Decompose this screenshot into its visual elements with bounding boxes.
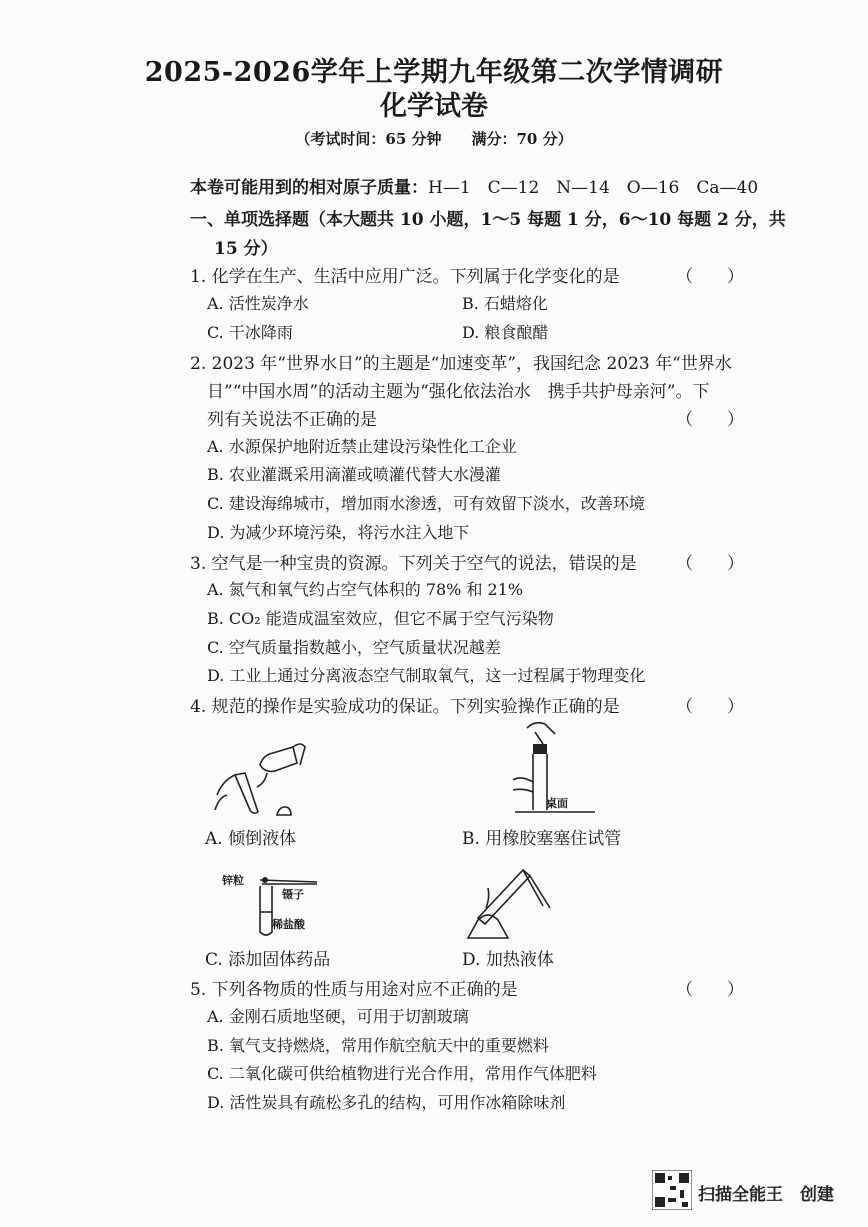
figure-label-tweezers: 镊子 [282,888,304,901]
question-1-answer-paren[interactable]: （ ） [676,267,744,287]
exam-subject-title: 化学试卷 [380,91,488,122]
question-2-answer-paren[interactable]: （ ） [676,410,744,430]
atomic-mass-line [190,173,758,198]
q2-option-a[interactable]: A. 水源保护地附近禁止建设污染性化工企业 [207,437,517,456]
exam-title: 2025-2026学年上学期九年级第二次学情调研 [144,57,724,88]
figure-label-zinc: 锌粒 [222,874,244,887]
q4-option-a[interactable]: A. 倾倒液体 [205,829,297,849]
figure-heating-liquid [458,858,558,943]
question-2-stem: 2. 2023 年“世界水日”的主题是“加速变革”，我国纪念 2023 年“世界水 [190,354,732,374]
exam-info: （考试时间：65 分钟 满分：70 分） [295,130,573,148]
question-2-stem-line2: 日”“中国水周”的活动主题为“强化依法治水 携手共护母亲河”。下 [207,382,710,402]
figure-label-acid: 稀盐酸 [272,918,305,931]
question-5-stem: 5. 下列各物质的性质与用途对应不正确的是 [190,980,518,1000]
figure-label-desk: 桌面 [546,797,568,810]
q1-option-b[interactable]: B. 石蜡熔化 [462,294,548,313]
atomic-mass-label: 本卷可能用到的相对原子质量： [190,178,428,198]
q3-option-a[interactable]: A. 氮气和氧气约占空气体积的 78% 和 21% [207,580,524,599]
question-4-stem: 4. 规范的操作是实验成功的保证。下列实验操作正确的是 [190,697,620,717]
question-3-answer-paren[interactable]: （ ） [676,554,744,574]
q5-option-c[interactable]: C. 二氧化碳可供给植物进行光合作用，常用作气体肥料 [207,1064,597,1083]
q4-option-d[interactable]: D. 加热液体 [462,950,554,970]
figure-pouring-liquid [205,735,315,820]
q4-option-b[interactable]: B. 用橡胶塞塞住试管 [462,829,622,849]
scanner-watermark: 扫描全能王 创建 [698,1185,834,1205]
q1-option-a[interactable]: A. 活性炭净水 [207,294,309,313]
q3-option-d[interactable]: D. 工业上通过分离液态空气制取氧气，这一过程属于物理变化 [207,666,646,685]
q5-option-b[interactable]: B. 氧气支持燃烧，常用作航空航天中的重要燃料 [207,1036,549,1055]
q5-option-a[interactable]: A. 金刚石质地坚硬，可用于切割玻璃 [207,1007,469,1026]
q2-option-c[interactable]: C. 建设海绵城市，增加雨水渗透，可有效留下淡水，改善环境 [207,494,645,513]
q1-option-c[interactable]: C. 干冰降雨 [207,323,293,342]
question-5-answer-paren[interactable]: （ ） [676,980,744,1000]
q2-option-d[interactable]: D. 为减少环境污染，将污水注入地下 [207,523,470,542]
question-1-stem: 1. 化学在生产、生活中应用广泛。下列属于化学变化的是 [190,267,620,287]
q3-option-c[interactable]: C. 空气质量指数越小，空气质量状况越差 [207,638,501,657]
question-3-stem: 3. 空气是一种宝贵的资源。下列关于空气的说法，错误的是 [190,554,637,574]
question-4-answer-paren[interactable]: （ ） [676,697,744,717]
q3-option-b[interactable]: B. CO₂ 能造成温室效应，但它不属于空气污染物 [207,609,554,628]
section-title-cont: 15 分） [214,239,278,259]
q4-option-c[interactable]: C. 添加固体药品 [205,950,331,970]
q2-option-b[interactable]: B. 农业灌溉采用滴灌或喷灌代替大水漫灌 [207,465,501,484]
section-title: 一、单项选择题（本大题共 10 小题，1～5 每题 1 分，6～10 每题 2 分，共 [190,210,786,230]
q5-option-d[interactable]: D. 活性炭具有疏松多孔的结构，可用作冰箱除味剂 [207,1093,566,1112]
question-2-stem-line3: 列有关说法不正确的是 [207,410,377,430]
qr-code-icon [652,1170,692,1210]
q1-option-d[interactable]: D. 粮食酿醋 [462,323,549,342]
atomic-mass-values: H—1 C—12 N—14 O—16 Ca—40 [428,178,759,198]
